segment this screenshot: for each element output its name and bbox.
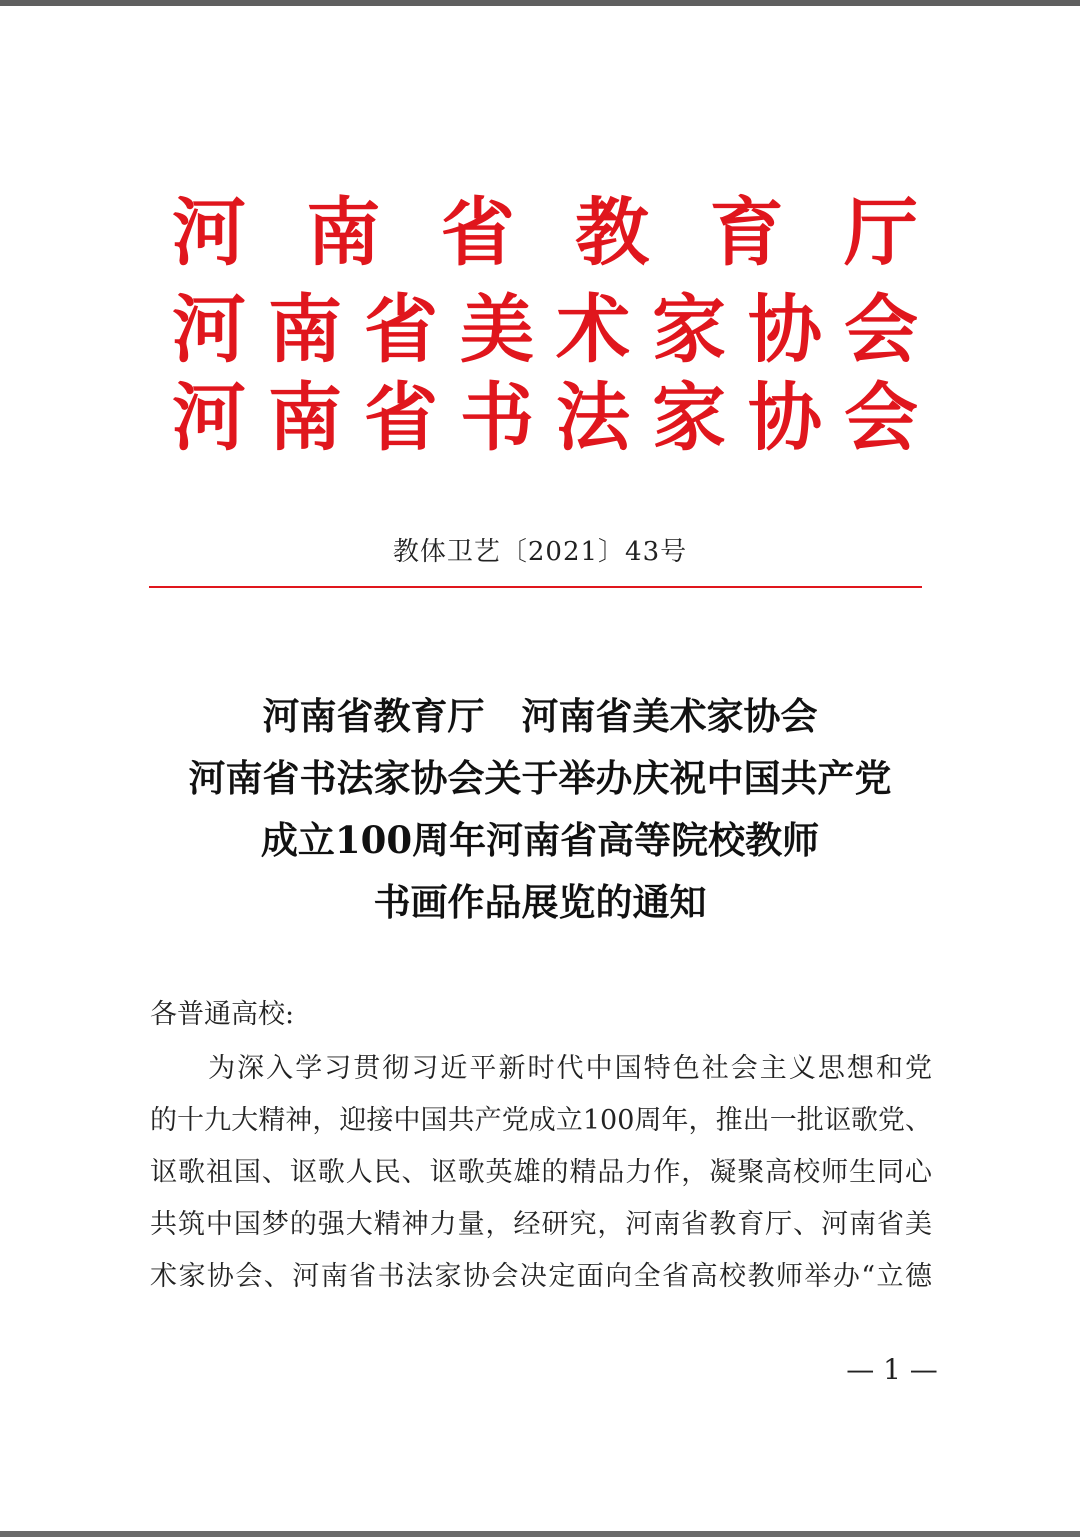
header-char: 术: [556, 287, 630, 373]
document-title-line: 书画作品展览的通知: [373, 880, 707, 924]
body-text-line: 共筑中国梦的强大精神力量，经研究，河南省教育厅、河南省美: [150, 1209, 932, 1240]
header-char: 南: [306, 190, 381, 276]
page-number: — 1 —: [846, 1353, 938, 1386]
header-char: 河: [172, 190, 246, 276]
header-char: 家: [652, 287, 726, 373]
header-char: 协: [748, 287, 822, 373]
document-title-line: 成立100周年河南省高等院校教师: [260, 818, 820, 862]
header-char: 南: [268, 375, 342, 461]
header-line-2: [170, 285, 920, 375]
document-number: 教体卫艺〔2021〕43号: [392, 537, 688, 567]
header-char: 省: [364, 287, 438, 373]
body-text-line: 术家协会、河南省书法家协会决定面向全省高校教师举办“立德: [150, 1261, 932, 1292]
document-title-line: 河南省教育厅 河南省美术家协会: [262, 694, 818, 738]
header-char: 会: [844, 375, 918, 461]
header-char: 书: [460, 375, 534, 461]
header-char: 厅: [843, 190, 918, 276]
header-line-3: [170, 373, 920, 463]
header-char: 协: [748, 375, 822, 461]
header-char: 南: [268, 287, 342, 373]
page-bottom-border: [0, 1531, 1080, 1537]
header-divider: [149, 586, 922, 588]
header-line-1: [170, 188, 920, 278]
document-title-line: 河南省书法家协会关于举办庆祝中国共产党: [188, 756, 892, 800]
header-char: 美: [460, 287, 534, 373]
header-char: 河: [172, 287, 246, 373]
header-char: 河: [172, 375, 246, 461]
body-text-line: 讴歌祖国、讴歌人民、讴歌英雄的精品力作，凝聚高校师生同心: [150, 1157, 932, 1188]
header-char: 教: [575, 190, 650, 276]
header-char: 会: [844, 287, 918, 373]
body-text-line: 的十九大精神，迎接中国共产党成立100周年，推出一批讴歌党、: [150, 1105, 932, 1136]
header-char: 育: [709, 190, 784, 276]
header-char: 省: [364, 375, 438, 461]
header-char: 家: [652, 375, 726, 461]
header-char: 省: [440, 190, 515, 276]
page-top-border: [0, 0, 1080, 6]
body-text-line: 为深入学习贯彻习近平新时代中国特色社会主义思想和党: [150, 1053, 932, 1084]
header-char: 法: [556, 375, 630, 461]
salutation: 各普通高校:: [150, 999, 295, 1030]
